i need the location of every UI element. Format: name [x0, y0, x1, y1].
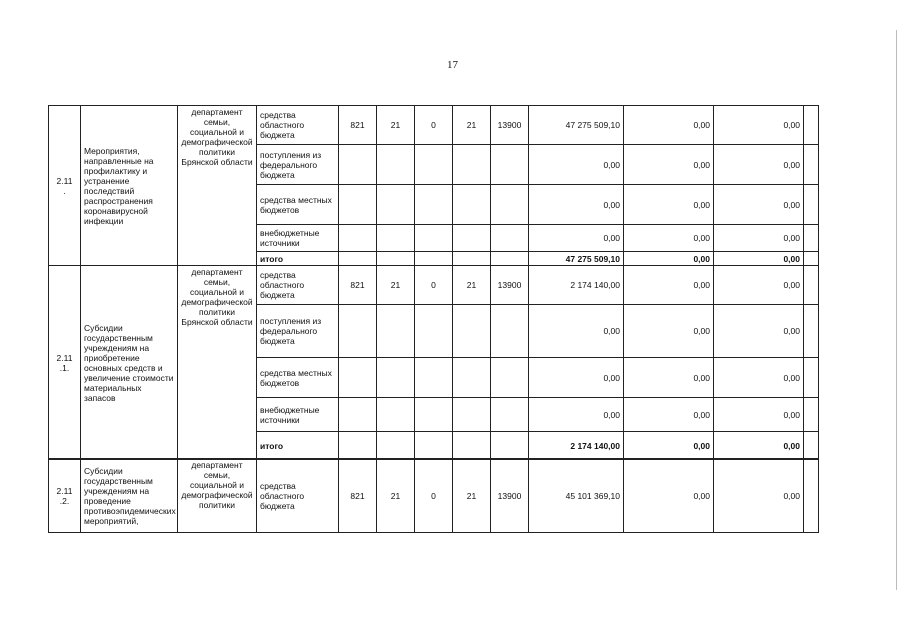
code-rz [377, 398, 415, 432]
code-pr [415, 358, 453, 398]
code-csr [453, 432, 491, 460]
code-vr: 13900 [491, 266, 529, 305]
empty-cell [804, 459, 819, 533]
code-csr [453, 252, 491, 266]
code-pr: 0 [415, 106, 453, 145]
amount-v1: 0,00 [529, 145, 624, 185]
code-csr: 21 [453, 459, 491, 533]
measure-name: Субсидии государственным учреждениям на проведение противоэпидемических мероприятий, [81, 459, 178, 533]
funding-source: итого [257, 252, 339, 266]
code-rz [377, 145, 415, 185]
amount-v3: 0,00 [714, 459, 804, 533]
code-grbs [339, 145, 377, 185]
code-csr: 21 [453, 106, 491, 145]
amount-v3: 0,00 [714, 252, 804, 266]
amount-v2: 0,00 [624, 225, 714, 252]
amount-v2: 0,00 [624, 106, 714, 145]
code-rz [377, 225, 415, 252]
funding-source: внебюджетные источники [257, 225, 339, 252]
amount-v3: 0,00 [714, 432, 804, 460]
amount-v1: 0,00 [529, 305, 624, 358]
table-row [49, 459, 819, 533]
code-vr [491, 225, 529, 252]
empty-cell [804, 398, 819, 432]
amount-v3: 0,00 [714, 106, 804, 145]
amount-v3: 0,00 [714, 305, 804, 358]
code-vr [491, 305, 529, 358]
table-row [49, 266, 819, 305]
amount-v1: 47 275 509,10 [529, 252, 624, 266]
code-vr [491, 145, 529, 185]
funding-source: поступления из федерального бюджета [257, 145, 339, 185]
code-vr: 13900 [491, 106, 529, 145]
amount-v3: 0,00 [714, 185, 804, 225]
code-pr [415, 398, 453, 432]
funding-source: поступления из федерального бюджета [257, 305, 339, 358]
amount-v2: 0,00 [624, 398, 714, 432]
executor: департамент семьи, социальной и демографической политики Брянской области [178, 106, 257, 266]
amount-v3: 0,00 [714, 266, 804, 305]
empty-cell [804, 106, 819, 145]
amount-v2: 0,00 [624, 358, 714, 398]
code-rz: 21 [377, 106, 415, 145]
amount-v3: 0,00 [714, 225, 804, 252]
amount-v1: 0,00 [529, 398, 624, 432]
empty-cell [804, 185, 819, 225]
executor: департамент семьи, социальной и демографической политики [178, 459, 257, 533]
item-number: 2.11 .1. [49, 266, 81, 460]
amount-v2: 0,00 [624, 459, 714, 533]
code-grbs [339, 398, 377, 432]
measure-name: Субсидии государственным учреждениям на приобретение основных средств и увеличение стоимости материальных запасов [81, 266, 178, 460]
program-table-block-2 [48, 265, 819, 460]
funding-source: средства областного бюджета [257, 106, 339, 145]
funding-source: итого [257, 432, 339, 460]
empty-cell [804, 266, 819, 305]
executor: департамент семьи, социальной и демографической политики Брянской области [178, 266, 257, 460]
amount-v3: 0,00 [714, 398, 804, 432]
code-grbs: 821 [339, 459, 377, 533]
empty-cell [804, 358, 819, 398]
amount-v2: 0,00 [624, 185, 714, 225]
amount-v3: 0,00 [714, 145, 804, 185]
code-grbs [339, 185, 377, 225]
empty-cell [804, 252, 819, 266]
empty-cell [804, 305, 819, 358]
funding-source: средства местных бюджетов [257, 185, 339, 225]
code-vr: 13900 [491, 459, 529, 533]
code-grbs: 821 [339, 106, 377, 145]
code-rz: 21 [377, 459, 415, 533]
page-number: 17 [447, 59, 458, 71]
code-grbs [339, 225, 377, 252]
code-rz [377, 432, 415, 460]
program-table-block-3 [48, 458, 819, 533]
code-csr: 21 [453, 266, 491, 305]
amount-v2: 0,00 [624, 432, 714, 460]
funding-source: внебюджетные источники [257, 398, 339, 432]
amount-v2: 0,00 [624, 305, 714, 358]
empty-cell [804, 225, 819, 252]
code-pr [415, 185, 453, 225]
code-grbs [339, 358, 377, 398]
code-csr [453, 398, 491, 432]
code-csr [453, 358, 491, 398]
scan-edge-line [896, 30, 897, 590]
code-pr: 0 [415, 459, 453, 533]
amount-v2: 0,00 [624, 145, 714, 185]
item-number: 2.11 . [49, 106, 81, 266]
funding-source: средства областного бюджета [257, 266, 339, 305]
code-grbs [339, 432, 377, 460]
empty-cell [804, 432, 819, 460]
amount-v1: 0,00 [529, 185, 624, 225]
code-pr [415, 305, 453, 358]
code-vr [491, 252, 529, 266]
code-vr [491, 185, 529, 225]
code-vr [491, 358, 529, 398]
code-rz [377, 358, 415, 398]
code-rz: 21 [377, 266, 415, 305]
code-pr: 0 [415, 266, 453, 305]
amount-v1: 0,00 [529, 225, 624, 252]
code-grbs [339, 305, 377, 358]
funding-source: средства местных бюджетов [257, 358, 339, 398]
amount-v2: 0,00 [624, 266, 714, 305]
code-grbs [339, 252, 377, 266]
code-csr [453, 225, 491, 252]
code-pr [415, 145, 453, 185]
amount-v2: 0,00 [624, 252, 714, 266]
code-pr [415, 432, 453, 460]
funding-source: средства областного бюджета [257, 459, 339, 533]
item-number: 2.11 .2. [49, 459, 81, 533]
amount-v1: 2 174 140,00 [529, 266, 624, 305]
code-csr [453, 185, 491, 225]
program-table-block-1 [48, 105, 819, 266]
code-rz [377, 252, 415, 266]
measure-name: Мероприятия, направленные на профилактику и устранение последствий распространения коронавирусной инфекции [81, 106, 178, 266]
amount-v1: 47 275 509,10 [529, 106, 624, 145]
empty-cell [804, 145, 819, 185]
code-pr [415, 225, 453, 252]
code-rz [377, 305, 415, 358]
code-rz [377, 185, 415, 225]
amount-v3: 0,00 [714, 358, 804, 398]
amount-v1: 2 174 140,00 [529, 432, 624, 460]
code-grbs: 821 [339, 266, 377, 305]
amount-v1: 0,00 [529, 358, 624, 398]
amount-v1: 45 101 369,10 [529, 459, 624, 533]
table-row [49, 106, 819, 145]
code-csr [453, 305, 491, 358]
code-vr [491, 432, 529, 460]
code-pr [415, 252, 453, 266]
code-csr [453, 145, 491, 185]
code-vr [491, 398, 529, 432]
